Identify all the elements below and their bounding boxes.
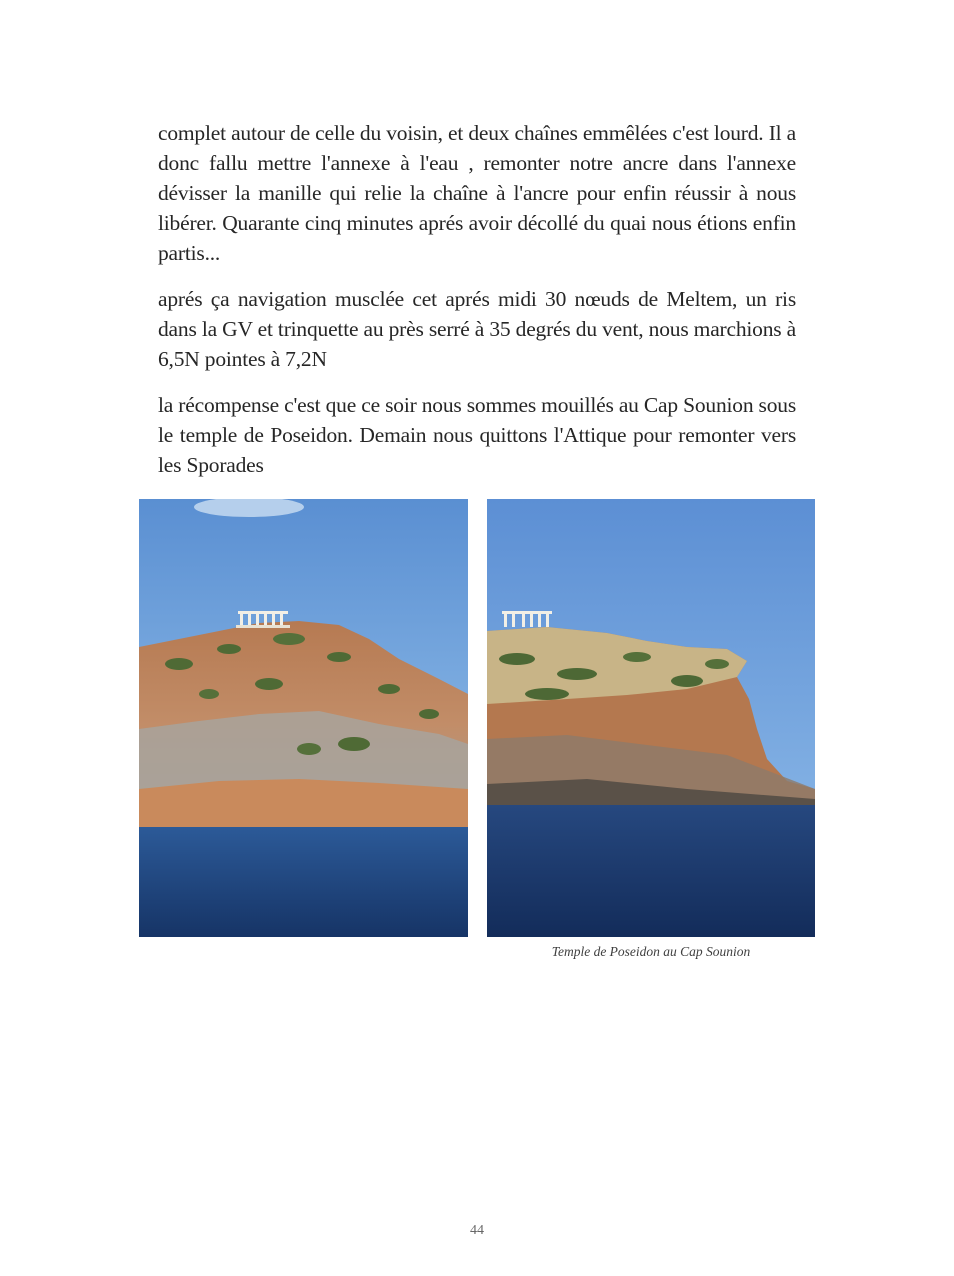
paragraph: la récompense c'est que ce soir nous sommes mouillés au Cap Sounion sous le temple de Poseidon. Demain nous quittons l'Attique pour remonter vers les Sporades	[158, 393, 796, 477]
temple-cliff-photo	[487, 499, 815, 937]
paragraph: complet autour de celle du voisin, et deux chaînes emmêlées c'est lourd. Il a donc fallu mettre l'annexe à l'eau , remonter notre ancre dans l'annexe dévisser la manille qui relie la chaîne à l'ancre pour enfin réussir à nous libérer. Quarante cinq minutes aprés avoir décollé du quai nous étions enfin partis...	[158, 121, 796, 265]
page-number: 44	[470, 1223, 484, 1238]
body-text	[158, 118, 796, 496]
temple-hill-photo	[139, 499, 468, 937]
photo-caption: Temple de Poseidon au Cap Sounion	[551, 944, 751, 959]
paragraph: aprés ça navigation musclée cet aprés midi 30 nœuds de Meltem, un ris dans la GV et trinquette au près serré à 35 degrés du vent, nous marchions à 6,5N pointes à 7,2N	[158, 287, 796, 371]
